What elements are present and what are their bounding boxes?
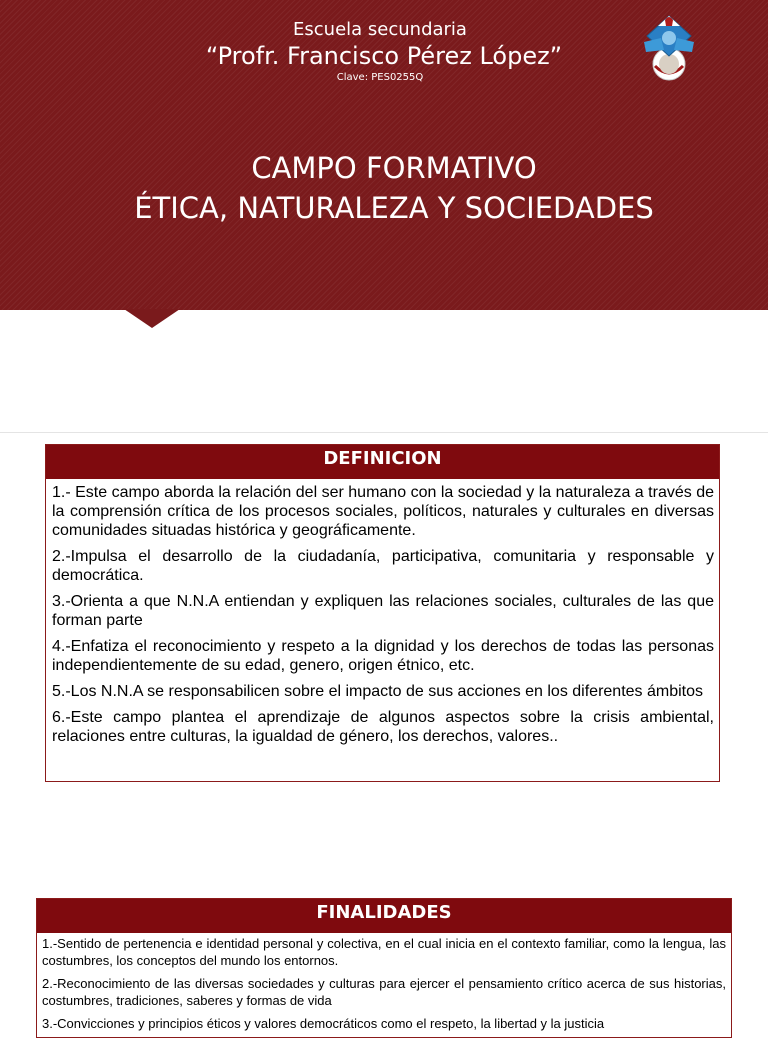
definicion-item: 1.- Este campo aborda la relación del ser humano con la sociedad y la naturaleza a través de la comprensión crítica de los procesos sociales, políticos, naturales y culturales en diversas comunidades situadas histórica y geográficamente. <box>52 484 714 539</box>
title-line2: ÉTICA, NATURALEZA Y SOCIEDADES <box>134 191 654 225</box>
definicion-item: 3.-Orienta a que N.N.A entiendan y expliquen las relaciones sociales, culturales de las que forman parte <box>52 593 714 629</box>
school-clave: Clave: PES0255Q <box>336 72 424 83</box>
finalidades-list <box>37 933 731 1032</box>
definicion-item: 2.-Impulsa el desarrollo de la ciudadanía, participativa, comunitaria y responsable y democrática. <box>52 548 714 584</box>
title-line1: CAMPO FORMATIVO <box>251 151 537 185</box>
definicion-table <box>45 444 720 782</box>
banner-pointer <box>124 309 180 328</box>
finalidades-item: 1.-Sentido de pertenencia e identidad personal y colectiva, en el cual inicia en el contexto familiar, como la lengua, las costumbres, los conceptos del mundo los entornos. <box>42 936 726 968</box>
school-name-line2: “Profr. Francisco Pérez López” <box>205 42 563 70</box>
definicion-heading: DEFINICION <box>46 445 719 479</box>
finalidades-table <box>36 898 732 1038</box>
finalidades-item: 3.-Convicciones y principios éticos y valores democráticos como el respeto, la libertad y la justicia <box>42 1016 605 1031</box>
finalidades-heading: FINALIDADES <box>37 899 731 933</box>
section-divider <box>0 432 768 433</box>
school-crest-icon <box>636 14 702 84</box>
finalidades-item: 2.-Reconocimiento de las diversas sociedades y culturas para ejercer el pensamiento crítico acerca de sus historias, costumbres, tradiciones, saberes y formas de vida <box>42 976 726 1008</box>
definicion-item: 5.-Los N.N.A se responsabilicen sobre el impacto de sus acciones en los diferentes ámbitos <box>52 683 704 700</box>
definicion-item: 6.-Este campo plantea el aprendizaje de algunos aspectos sobre la crisis ambiental, relaciones entre culturas, la igualdad de género, los derechos, valores.. <box>52 709 714 745</box>
definicion-item: 4.-Enfatiza el reconocimiento y respeto a la dignidad y los derechos de todas las personas independientemente de su edad, genero, origen étnico, etc. <box>52 638 714 674</box>
school-name-line1: Escuela secundaria <box>293 19 467 40</box>
definicion-list <box>46 479 719 746</box>
